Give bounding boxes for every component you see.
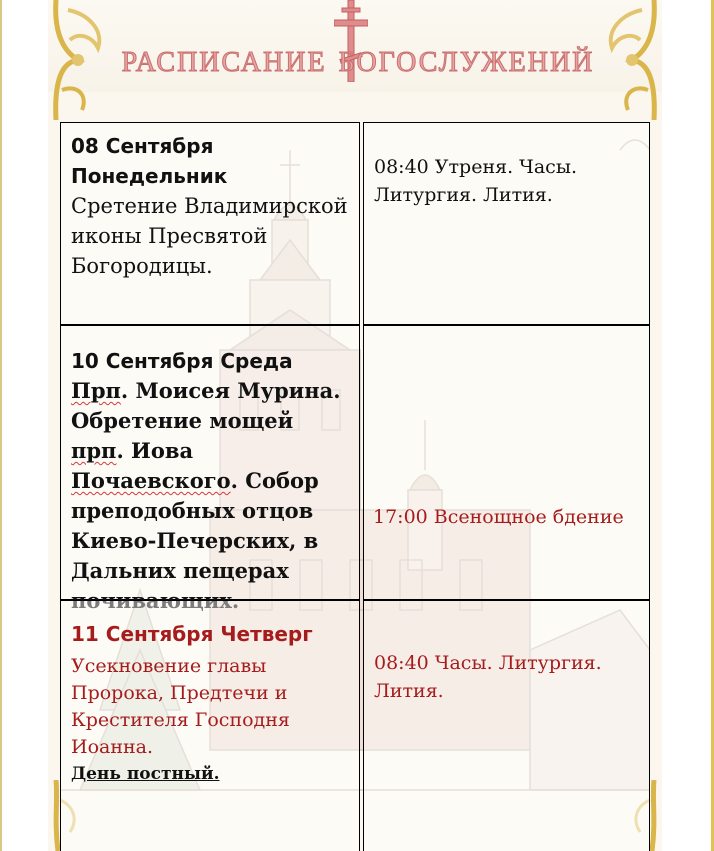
feast-text-part: Почаевского xyxy=(71,468,231,493)
fast-day-note: День постный. xyxy=(71,764,220,784)
page-edge-left xyxy=(0,0,2,851)
feast-text-part: . Моисея Мурина. Обретение мощей xyxy=(71,378,341,433)
feast-description xyxy=(71,376,349,616)
table-row-service-cell xyxy=(363,122,650,325)
schedule-table xyxy=(60,122,650,851)
feast-text-part: Прп xyxy=(71,378,121,403)
day-date: 10 Сентября Среда xyxy=(71,349,293,373)
page-title: расписание богослужений xyxy=(121,35,595,80)
feast-text-part: прп xyxy=(71,438,117,463)
day-date: 08 Сентября Понедельник xyxy=(71,134,228,188)
service-times: 17:00 Всенощное бдение xyxy=(373,506,624,528)
feast-text-part: . Иова xyxy=(116,438,194,463)
feast-description: Усекновение главы Пророка, Предтечи и Крестителя Господня Иоанна. xyxy=(71,655,290,758)
service-times: 08:40 Утреня. Часы. Литургия. Лития. xyxy=(374,156,577,206)
table-row-service-cell xyxy=(363,325,650,600)
table-row-service-cell xyxy=(363,600,650,851)
service-times: 08:40 Часы. Литургия. Лития. xyxy=(374,652,602,702)
feast-text-part: . Собор преподобных отцов Киево-Печерских, в Дальних пещерах почивающих. xyxy=(71,468,319,613)
table-row-date-cell xyxy=(60,122,360,325)
day-date: 11 Сентября Четверг xyxy=(71,622,313,646)
table-row-date-cell xyxy=(60,600,360,851)
table-row-date-cell xyxy=(60,325,360,613)
feast-description: Сретение Владимирской иконы Пресвятой Богородицы. xyxy=(71,194,348,278)
